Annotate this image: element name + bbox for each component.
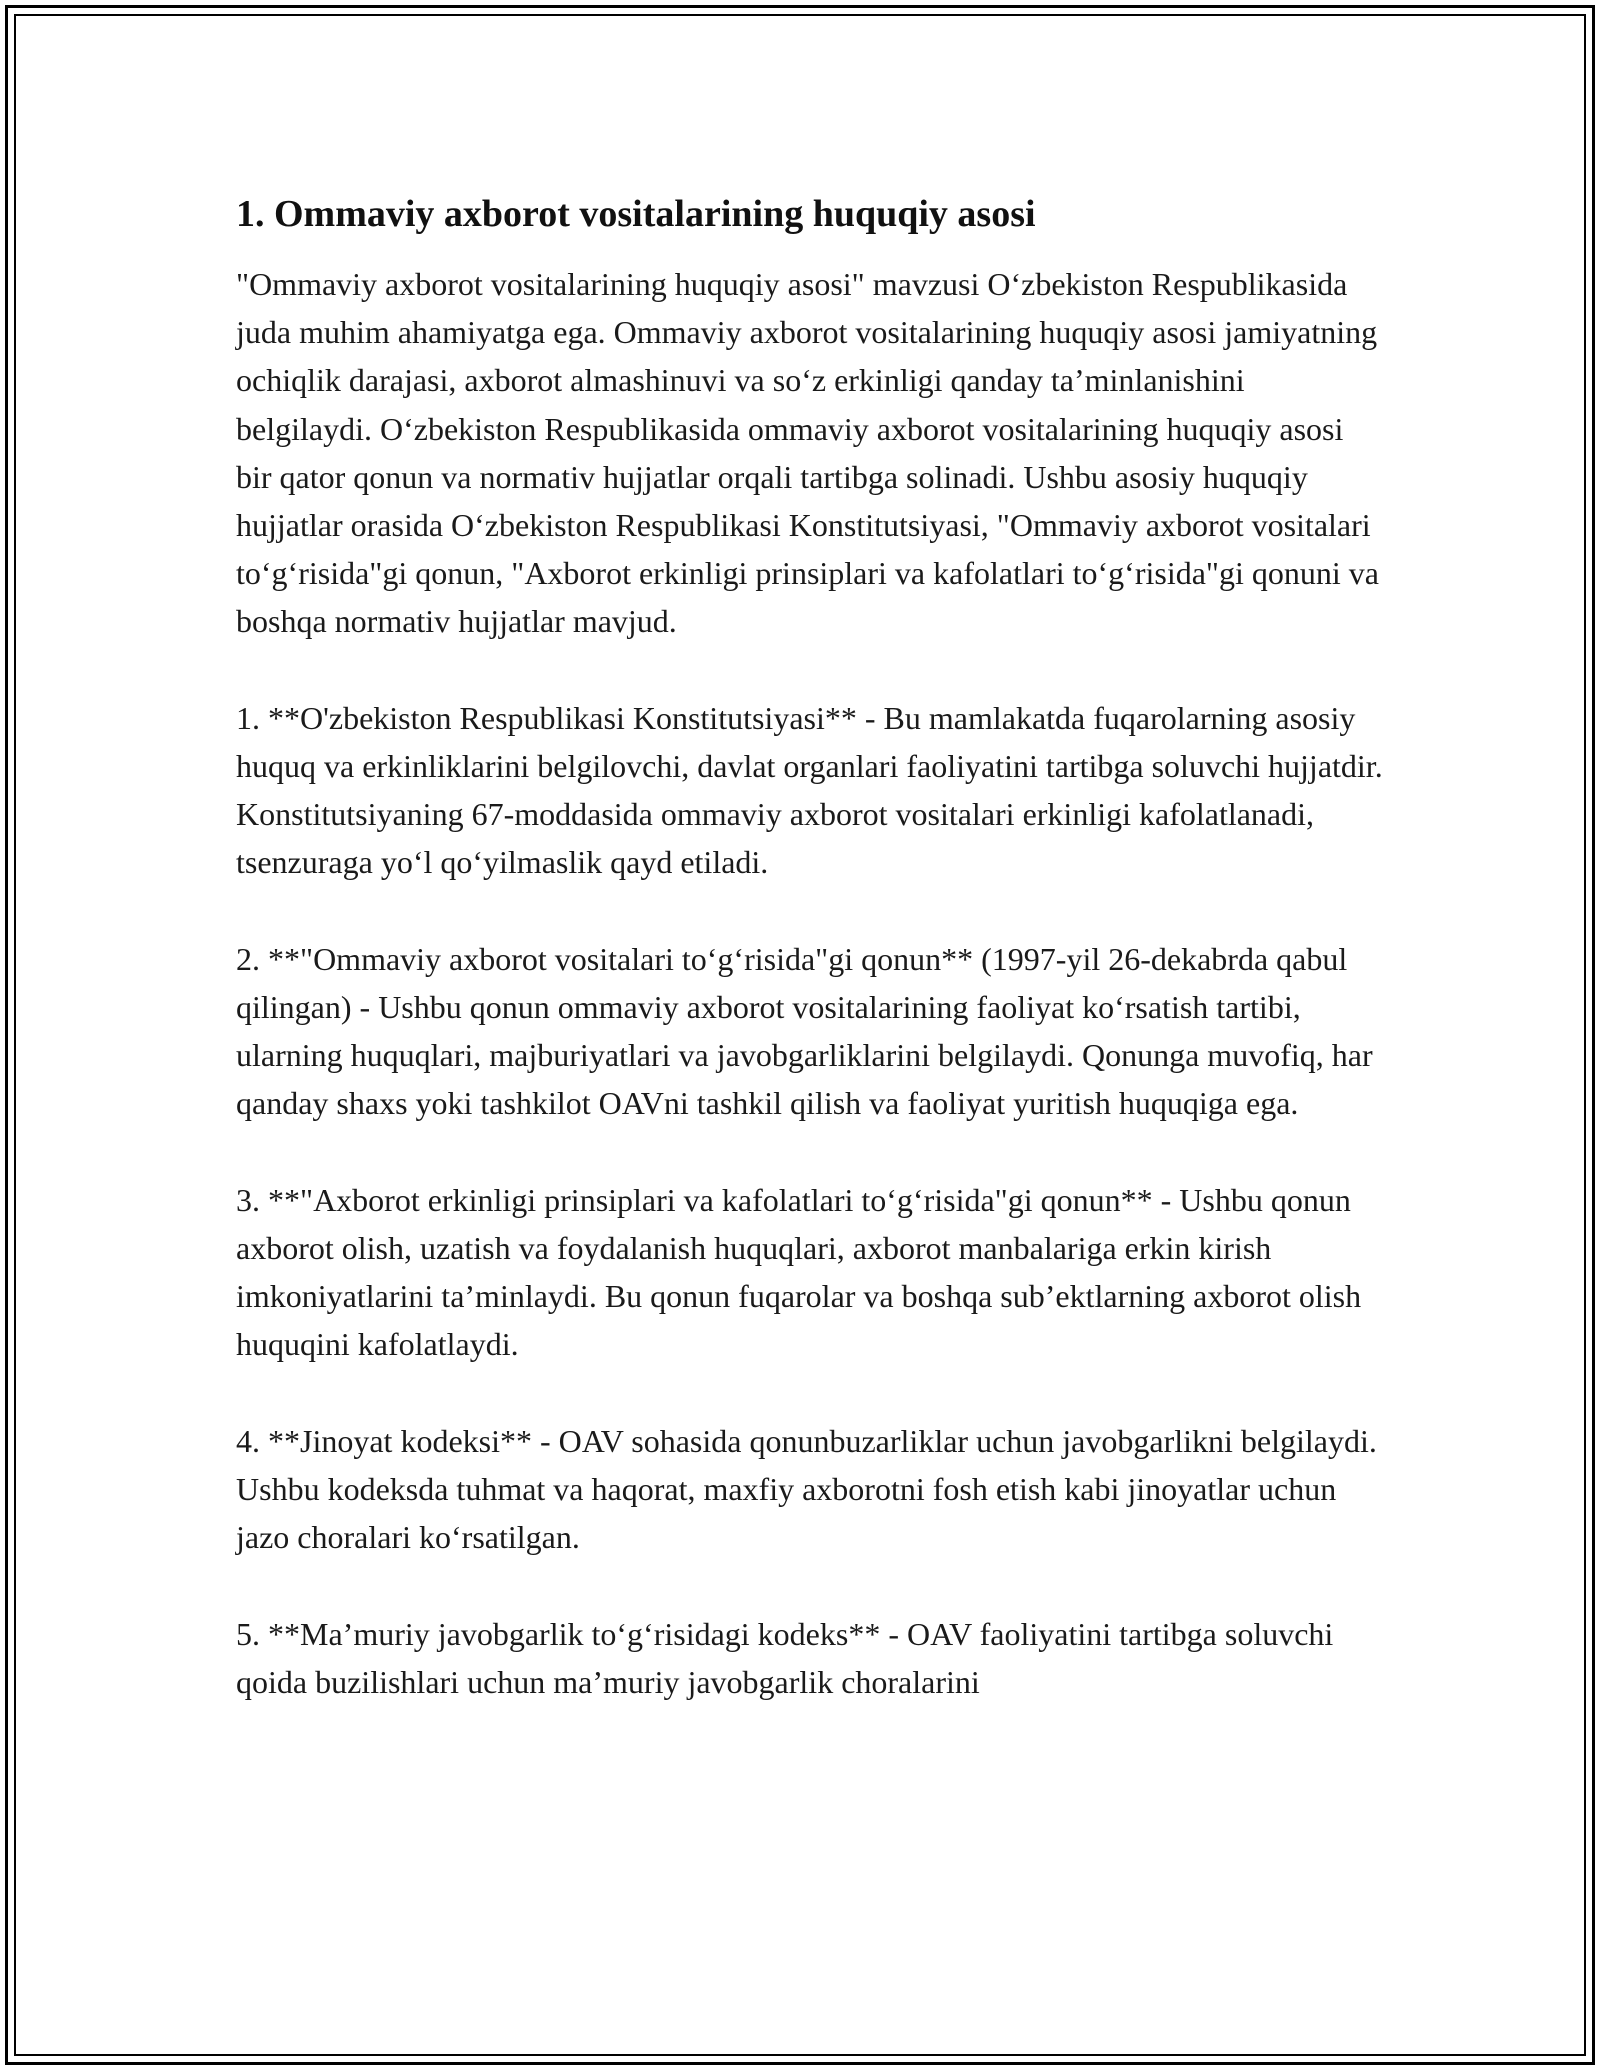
- document-body: [236, 188, 1386, 1706]
- list-item-criminal-code: 4. **Jinoyat kodeksi** - OAV sohasida qonunbuzarliklar uchun javobgarlikni belgilaydi. Ushbu kodeksda tuhmat va haqorat, maxfiy axborotni fosh etish kabi jinoyatlar uchun jazo choralari ko‘rsatilgan.: [236, 1422, 1377, 1556]
- list-item-administrative-code: 5. **Ma’muriy javobgarlik to‘g‘risidagi kodeks** - OAV faoliyatini tartibga soluvchi qoida buzilishlari uchun ma’muriy javobgarlik choralarini: [236, 1615, 1334, 1700]
- list-item-constitution: 1. **O'zbekiston Respublikasi Konstitutsiyasi** - Bu mamlakatda fuqarolarning asosiy huquq va erkinliklarini belgilovchi, davlat organlari faoliyatini tartibga soluvchi hujjatdir. Konstitutsiyaning 67-moddasida ommaviy axborot vositalari erkinligi kafolatlanadi, tsenzuraga yo‘l qo‘yilmaslik qayd etiladi.: [236, 699, 1383, 881]
- list-item-media-law: 2. **"Ommaviy axborot vositalari to‘g‘risida"gi qonun** (1997-yil 26-dekabrda qabul qilingan) - Ushbu qonun ommaviy axborot vositalarining faoliyat ko‘rsatish tartibi, ularning huquqlari, majburiyatlari va javobgarliklarini belgilaydi. Qonunga muvofiq, har qanday shaxs yoki tashkilot OAVni tashkil qilish va faoliyat yuritish huquqiga ega.: [236, 940, 1373, 1122]
- intro-paragraph: "Ommaviy axborot vositalarining huquqiy asosi" mavzusi O‘zbekiston Respublikasida juda muhim ahamiyatga ega. Ommaviy axborot vositalarining huquqiy asosi jamiyatning ochiqlik darajasi, axborot almashinuvi va so‘z erkinligi qanday ta’minlanishini belgilaydi. O‘zbekiston Respublikasida ommaviy axborot vositalarining huquqiy asosi bir qator qonun va normativ hujjatlar orqali tartibga solinadi. Ushbu asosiy huquqiy hujjatlar orasida O‘zbekiston Respublikasi Konstitutsiyasi, "Ommaviy axborot vositalari to‘g‘risida"gi qonun, "Axborot erkinligi prinsiplari va kafolatlari to‘g‘risida"gi qonuni va boshqa normativ hujjatlar mavjud.: [236, 266, 1379, 640]
- list-item-freedom-of-information-law: 3. **"Axborot erkinligi prinsiplari va kafolatlari to‘g‘risida"gi qonun** - Ushbu qonun axborot olish, uzatish va foydalanish huquqlari, axborot manbalariga erkin kirish imkoniyatlarini ta’minlaydi. Bu qonun fuqarolar va boshqa sub’ektlarning axborot olish huquqini kafolatlaydi.: [236, 1181, 1362, 1363]
- page-title: 1. Ommaviy axborot vositalarining huquqiy asosi: [236, 193, 1036, 235]
